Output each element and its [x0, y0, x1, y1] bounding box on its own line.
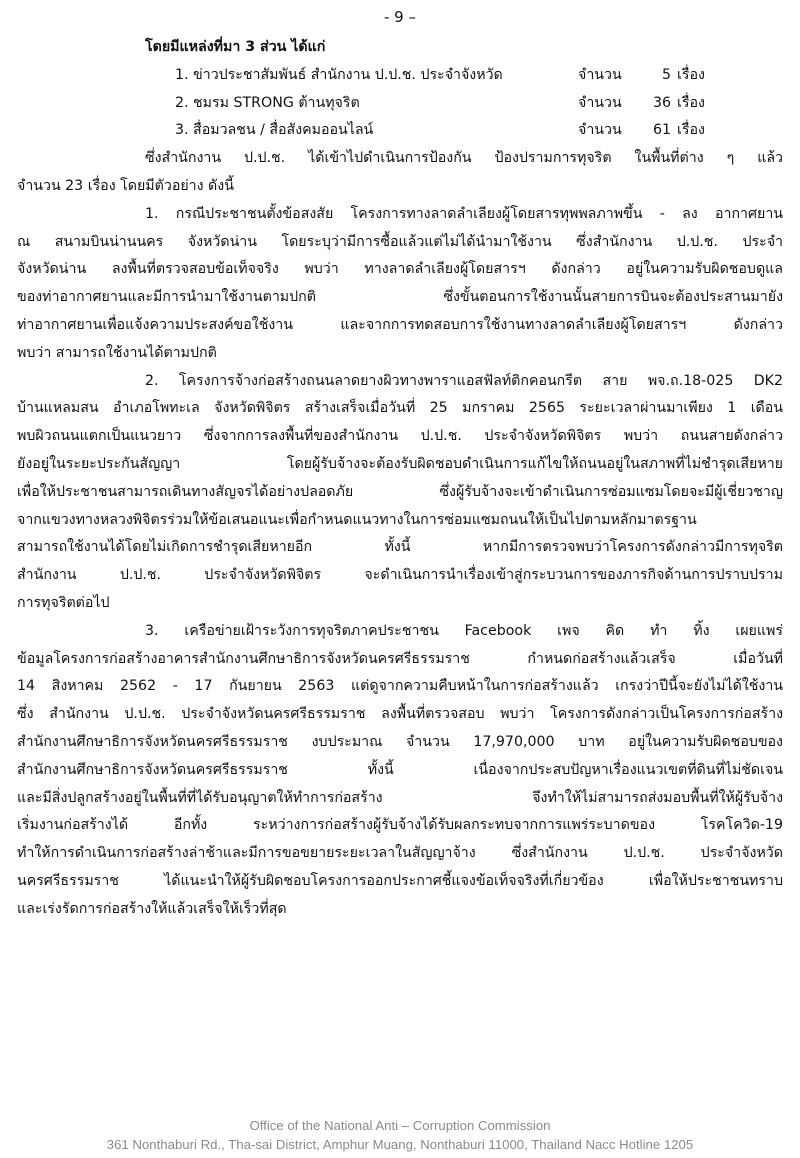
paragraph-line: สำนักงานศึกษาธิการจังหวัดนครศรีธรรมราช งบประมาณ จำนวน 17,970,000 บาท อยู่ในความรับผิดชอบของ: [17, 733, 783, 750]
paragraph-line: นครศรีธรรมราช ได้แนะนำให้ผู้รับผิดชอบโครงการออกประกาศชี้แจงข้อเท็จจริงที่เกี่ยวข้อง เพื่อให้ประชาชนทราบ: [17, 872, 783, 889]
intro-line: [17, 34, 783, 62]
paragraph-line: จังหวัดน่าน ลงพื้นที่ตรวจสอบข้อเท็จจริง พบว่า ทางลาดลำเลียงผู้โดยสารฯ ดังกล่าว อยู่ในความรับผิดชอบดูแล: [17, 261, 783, 278]
paragraph-line: ของท่าอากาศยานและมีการนำมาใช้งานตามปกติ ซึ่งขั้นตอนการใช้งานนั้นสายการบินจะต้องประสานมายัง: [17, 289, 783, 306]
paragraph-line: การทุจริตต่อไป: [17, 594, 110, 611]
paragraph-line: เพื่อให้ประชาชนสามารถเดินทางสัญจรได้อย่างปลอดภัย ซึ่งผู้รับจ้างจะเข้าดำเนินการซ่อมแซมโดยจะมีผู้เชี่ยวชาญ: [17, 483, 783, 500]
paragraph-line: สำนักงาน ป.ป.ช. ประจำจังหวัดพิจิตร จะดำเนินการนำเรื่องเข้าสู่กระบวนการของภารกิจด้านการปราบปราม: [17, 567, 783, 584]
source-count-wrap: [661, 62, 705, 90]
source-unit: เรื่อง: [677, 66, 705, 83]
source-amount-label: จำนวน: [578, 94, 622, 111]
source-item: [17, 117, 783, 145]
paragraph-line: และเร่งรัดการก่อสร้างให้แล้วเสร็จให้เร็วที่สุด: [17, 900, 287, 917]
paragraph-line: จำนวน 23 เรื่อง โดยมีตัวอย่าง ดังนี้: [17, 177, 234, 194]
source-count: 61: [652, 122, 671, 139]
source-label: 1. ข่าวประชาสัมพันธ์ สำนักงาน ป.ป.ช. ประจำจังหวัด: [175, 66, 503, 83]
page-footer: [0, 1116, 800, 1154]
case-2-paragraph: [17, 368, 783, 618]
paragraph-line: 2. โครงการจ้างก่อสร้างถนนลาดยางผิวทางพาราแอสฟัลท์ติกคอนกรีต สาย พจ.ถ.18-025 DK2: [145, 372, 783, 389]
source-item: [17, 62, 783, 90]
paragraph-line: บ้านแหลมสน อำเภอโพทะเล จังหวัดพิจิตร สร้างเสร็จเมื่อวันที่ 25 มกราคม 2565 ระยะเวลาผ่านมาเพียง 1 เดือน: [17, 400, 783, 417]
footer-organization: Office of the National Anti – Corruption Commission: [249, 1118, 551, 1133]
source-label: 3. สื่อมวลชน / สื่อสังคมออนไลน์: [175, 122, 374, 139]
paragraph-line: ซึ่ง สำนักงาน ป.ป.ช. ประจำจังหวัดนครศรีธรรมราช ลงพื้นที่ตรวจสอบ พบว่า โครงการดังกล่าวเป็นโครงการก่อสร้าง: [17, 706, 783, 723]
source-label: 2. ชมรม STRONG ต้านทุจริต: [175, 94, 360, 111]
source-unit: เรื่อง: [677, 122, 705, 139]
paragraph-line: ซึ่งสำนักงาน ป.ป.ช. ได้เข้าไปดำเนินการป้องกัน ป้องปรามการทุจริต ในพื้นที่ต่าง ๆ แล้ว: [145, 150, 783, 167]
case-1-paragraph: [17, 201, 783, 368]
paragraph-line: ยังอยู่ในระยะประกันสัญญา โดยผู้รับจ้างจะต้องรับผิดชอบดำเนินการแก้ไขให้ถนนอยู่ในสภาพที่ไม่ชำรุดเสียหาย: [17, 455, 783, 472]
source-unit: เรื่อง: [677, 94, 705, 111]
paragraph-line: จากแขวงทางหลวงพิจิตรร่วมให้ข้อเสนอแนะเพื่อกำหนดแนวทางในการซ่อมแซมถนนให้เป็นไปตามหลักมาตรฐาน: [17, 511, 697, 528]
paragraph-line: ข้อมูลโครงการก่อสร้างอาคารสำนักงานศึกษาธิการจังหวัดนครศรีธรรมราช กำหนดก่อสร้างแล้วเสร็จ เมื่อวันที่: [17, 650, 783, 667]
paragraph-line: เริ่มงานก่อสร้างได้ อีกทั้ง ระหว่างการก่อสร้างผู้รับจ้างได้รับผลกระทบจากการแพร่ระบาดของ โรคโควิด-19: [17, 817, 783, 834]
paragraph-line: 1. กรณีประชาชนตั้งข้อสงสัย โครงการทางลาดลำเลียงผู้โดยสารทุพพลภาพขึ้น - ลง อากาศยาน: [145, 205, 783, 222]
document-body: [17, 34, 783, 924]
paragraph-line: พบว่า สามารถใช้งานได้ตามปกติ: [17, 344, 217, 361]
source-count-wrap: [652, 117, 705, 145]
case-3-paragraph: [17, 618, 783, 924]
source-count-wrap: [652, 90, 705, 118]
paragraph-line: 14 สิงหาคม 2562 - 17 กันยายน 2563 แต่ดูจากความคืบหน้าในการก่อสร้างแล้ว เกรงว่าปีนี้จะยังไม่ได้ใช้งาน: [17, 678, 783, 695]
paragraph-line: 3. เครือข่ายเฝ้าระวังการทุจริตภาคประชาชน Facebook เพจ คิด ทำ ทิ้ง เผยแพร่: [145, 622, 783, 639]
intro-heading: โดยมีแหล่งที่มา 3 ส่วน ได้แก่: [145, 39, 326, 55]
paragraph-line: ณ สนามบินน่านนคร จังหวัดน่าน โดยระบุว่ามีการซื้อแล้วแต่ไม่ได้นำมาใช้งาน ซึ่งสำนักงาน ป.ป.ช. ประจำ: [17, 233, 783, 250]
paragraph-line: และมีสิ่งปลูกสร้างอยู่ในพื้นที่ที่ได้รับอนุญาตให้ทำการก่อสร้าง จึงทำให้ไม่สามารถส่งมอบพื้นที่ให้ผู้รับจ้าง: [17, 789, 783, 806]
summary-paragraph: [17, 145, 783, 201]
source-item: [17, 90, 783, 118]
footer-address: 361 Nonthaburi Rd., Tha-sai District, Amphur Muang, Nonthaburi 11000, Thailand Nacc Hotline 1205: [106, 1137, 694, 1152]
paragraph-line: ท่าอากาศยานเพื่อแจ้งความประสงค์ขอใช้งาน และจากการทดสอบการใช้งานทางลาดลำเลียงผู้โดยสารฯ ดังกล่าว: [17, 316, 783, 333]
source-count: 5: [661, 66, 671, 83]
paragraph-line: สามารถใช้งานได้โดยไม่เกิดการชำรุดเสียหายอีก ทั้งนี้ หากมีการตรวจพบว่าโครงการดังกล่าวมีการทุจริต: [17, 539, 783, 556]
paragraph-line: สำนักงานศึกษาธิการจังหวัดนครศรีธรรมราช ทั้งนี้ เนื่องจากประสบปัญหาเรื่องแนวเขตที่ดินที่ไม่ชัดเจน: [17, 761, 783, 778]
source-amount-label: จำนวน: [578, 66, 622, 83]
paragraph-line: ทำให้การดำเนินการก่อสร้างล่าช้าและมีการขอขยายระยะเวลาในสัญญาจ้าง ซึ่งสำนักงาน ป.ป.ช. ประจำจังหวัด: [17, 845, 783, 862]
page-number: - 9 –: [384, 8, 416, 26]
source-amount-label: จำนวน: [578, 122, 622, 139]
paragraph-line: พบผิวถนนแตกเป็นแนวยาว ซึ่งจากการลงพื้นที่ของสำนักงาน ป.ป.ช. ประจำจังหวัดพิจิตร พบว่า ถนนสายดังกล่าว: [17, 428, 783, 445]
source-count: 36: [652, 94, 671, 111]
